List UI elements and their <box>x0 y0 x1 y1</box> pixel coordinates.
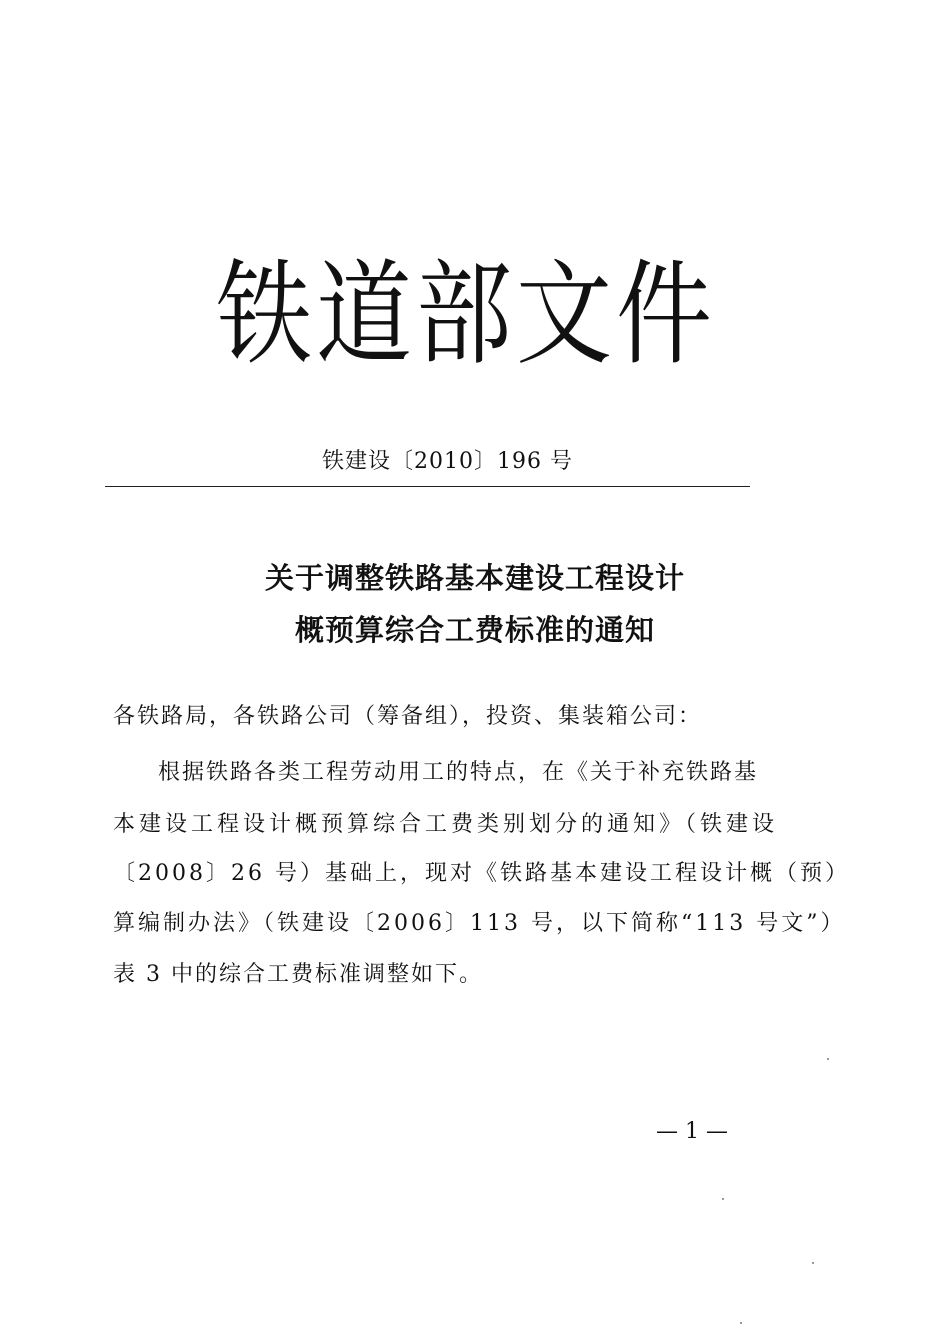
body-line-4: 算编制办法》（铁建设〔2006〕113 号，以下简称“113 号文”） <box>113 911 846 936</box>
scan-speck <box>740 1322 742 1324</box>
scan-speck <box>722 1198 724 1200</box>
issuer-header-title: 铁道部文件 <box>216 248 716 381</box>
header-divider <box>105 486 750 487</box>
body-line-3: 〔2008〕26 号）基础上，现对《铁路基本建设工程设计概（预） <box>113 861 850 886</box>
page-number: — 1 — <box>656 1119 728 1144</box>
notice-title-line-1: 关于调整铁路基本建设工程设计 <box>264 561 685 595</box>
body-line-5: 表 3 中的综合工费标准调整如下。 <box>113 962 483 987</box>
body-line-1: 根据铁路各类工程劳动用工的特点，在《关于补充铁路基 <box>158 760 759 785</box>
body-line-2: 本建设工程设计概预算综合工费类别划分的通知》（铁建设 <box>113 812 779 837</box>
document-number: 铁建设〔2010〕196 号 <box>322 449 573 474</box>
notice-title-line-2: 概预算综合工费标准的通知 <box>294 613 655 647</box>
salutation: 各铁路局，各铁路公司（筹备组），投资、集装箱公司： <box>113 704 703 729</box>
scan-speck <box>827 1058 829 1060</box>
scan-speck <box>812 1262 814 1264</box>
